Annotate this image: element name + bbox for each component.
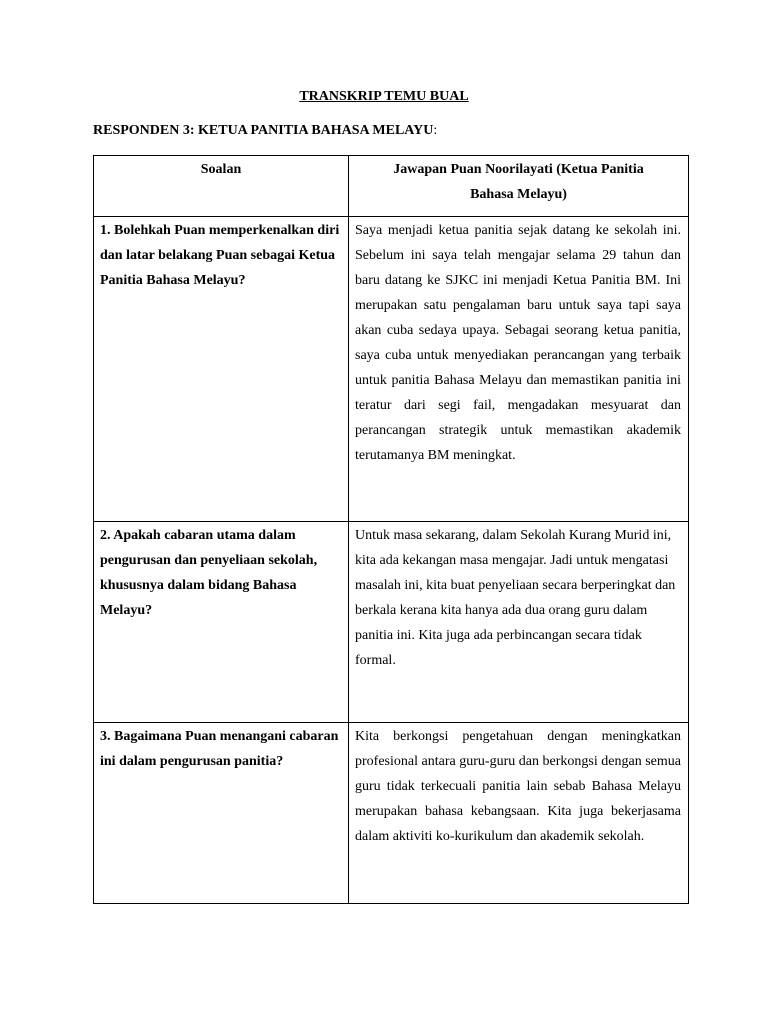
answer-cell: Untuk masa sekarang, dalam Sekolah Kurang Murid ini, kita ada kekangan masa mengajar. Jadi untuk mengatasi masalah ini, kita buat penyeliaan secara berperingkat dan berkala kerana kita hanya ada dua orang guru dalam panitia ini. Kita juga ada perbincangan secara tidak formal. xyxy=(349,522,689,723)
question-cell: 1. Bolehkah Puan memperkenalkan diri dan latar belakang Puan sebagai Ketua Panitia Bahasa Melayu? xyxy=(94,217,349,522)
header-question: Soalan xyxy=(94,156,349,217)
header-answer: Jawapan Puan Noorilayati (Ketua Panitia Bahasa Melayu) xyxy=(349,156,689,217)
table-row xyxy=(94,217,689,522)
interview-table xyxy=(93,155,689,904)
question-cell: 2. Apakah cabaran utama dalam pengurusan dan penyeliaan sekolah, khususnya dalam bidang Bahasa Melayu? xyxy=(94,522,349,723)
table-row xyxy=(94,522,689,723)
table-header-row xyxy=(94,156,689,217)
document-title: TRANSKRIP TEMU BUAL xyxy=(299,89,469,104)
respondent-heading xyxy=(93,122,437,140)
question-cell: 3. Bagaimana Puan menangani cabaran ini dalam pengurusan panitia? xyxy=(94,723,349,904)
table-row xyxy=(94,723,689,904)
answer-cell: Kita berkongsi pengetahuan dengan meningkatkan profesional antara guru-guru dan berkongsi dengan semua guru tidak terkecuali panitia lain sebab Bahasa Melayu merupakan bahasa kebangsaan. Kita juga bekerjasama dalam aktiviti ko-kurikulum dan akademik sekolah. xyxy=(349,723,689,904)
respondent-label: RESPONDEN 3: KETUA PANITIA BAHASA MELAYU xyxy=(93,123,434,138)
answer-cell: Saya menjadi ketua panitia sejak datang ke sekolah ini. Sebelum ini saya telah mengajar selama 29 tahun dan baru datang ke SJKC ini menjadi Ketua Panitia BM. Ini merupakan satu pengalaman baru untuk saya tapi saya akan cuba sedaya upaya. Sebagai seorang ketua panitia, saya cuba untuk menyediakan perancangan yang terbaik untuk panitia Bahasa Melayu dan memastikan panitia ini teratur dari segi fail, mengadakan mesyuarat dan perancangan strategik untuk memastikan akademik terutamanya BM meningkat. xyxy=(349,217,689,522)
respondent-colon: : xyxy=(433,123,438,138)
